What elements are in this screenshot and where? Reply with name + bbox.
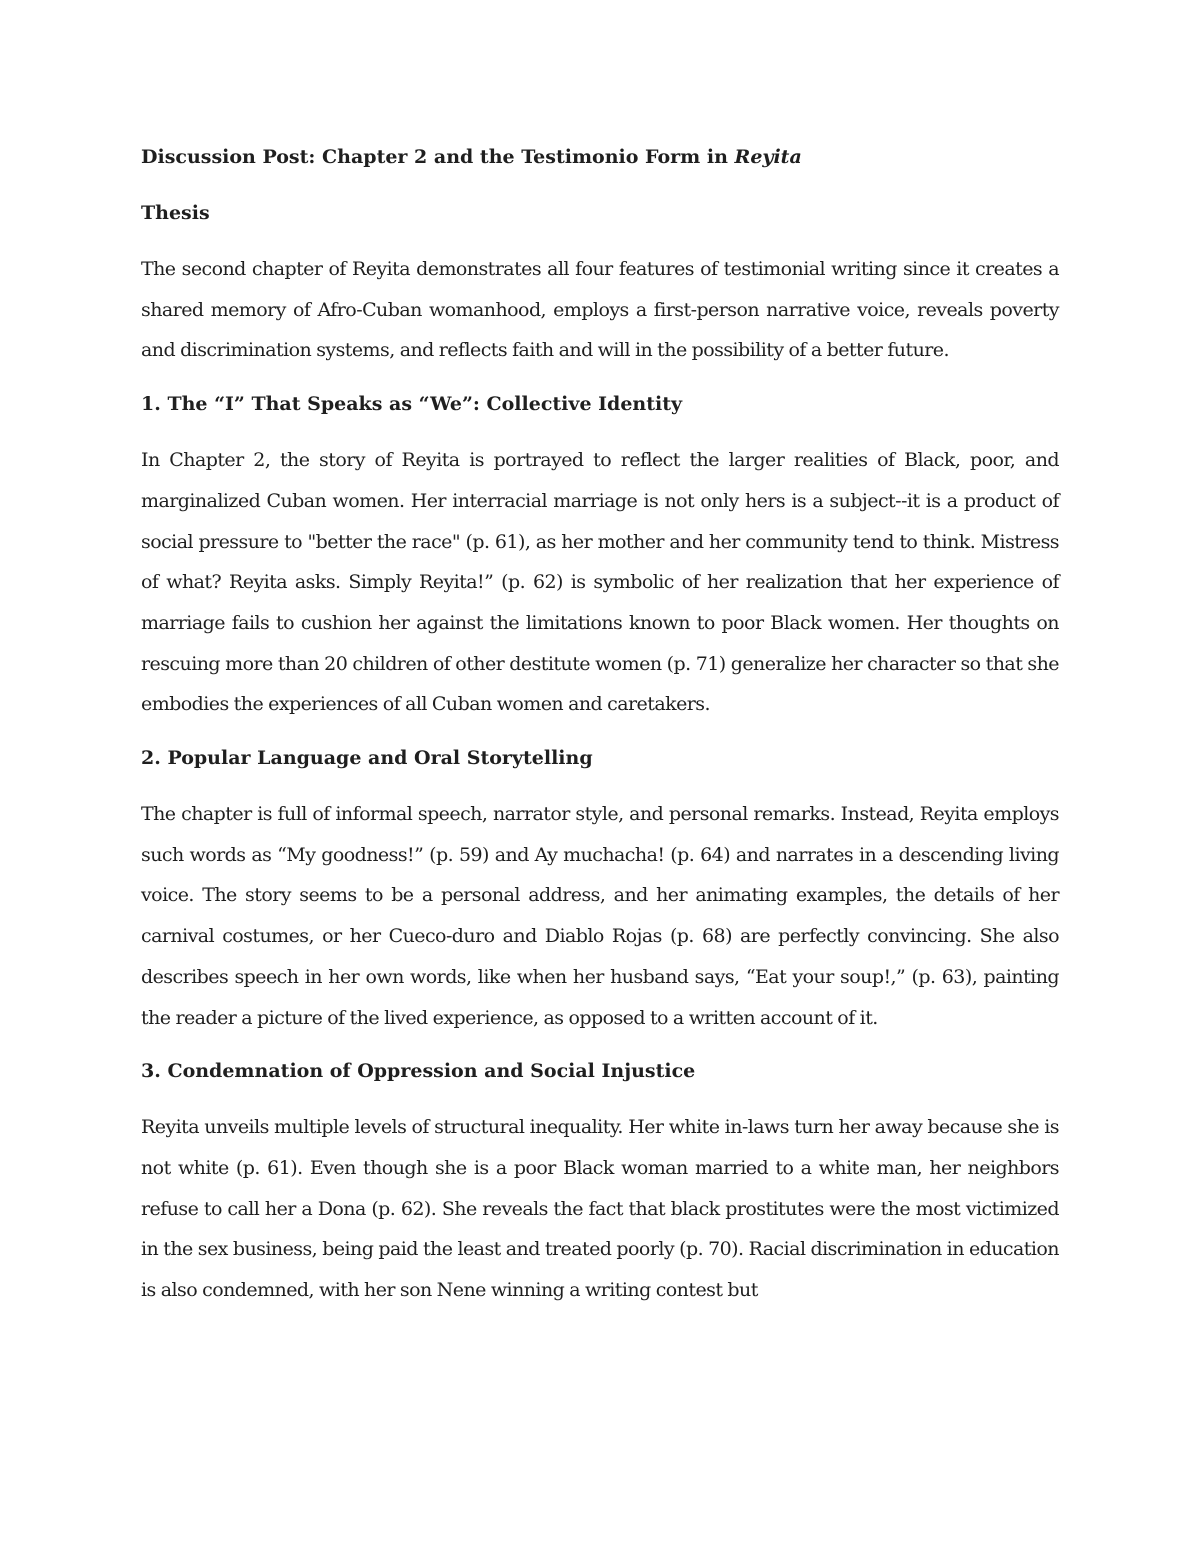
document-page <box>141 140 1059 1311</box>
section-heading-collective-identity: 1. The “I” That Speaks as “We”: Collective Identity <box>141 393 683 416</box>
section-body-social-injustice: Reyita unveils multiple levels of structural inequality. Her white in-laws turn her away because she is not white (p. 61). Even though she is a poor Black woman married to a white man, her neighbors refuse to call her a Dona (p. 62). She reveals the fact that black prostitutes were the most victimized in the sex business, being paid the least and treated poorly (p. 70). Racial discrimination in education is also condemned, with her son Nene winning a writing contest but <box>141 1116 1059 1302</box>
section-body-collective-identity: In Chapter 2, the story of Reyita is portrayed to reflect the larger realities of Black, poor, and marginalized Cuban women. Her interracial marriage is not only hers is a subject--it is a product of social pressure to "better the race" (p. 61), as her mother and her community tend to think. Mistress of what? Reyita asks. Simply Reyita!” (p. 62) is symbolic of her realization that her experience of marriage fails to cushion her against the limitations known to poor Black women. Her thoughts on rescuing more than 20 children of other destitute women (p. 71) generalize her character so that she embodies the experiences of all Cuban women and caretakers. <box>141 449 1059 716</box>
title-text: Discussion Post: Chapter 2 and the Testimonio Form in <box>141 146 735 168</box>
section-heading-social-injustice: 3. Condemnation of Oppression and Social Injustice <box>141 1060 696 1083</box>
section-heading-oral-storytelling: 2. Popular Language and Oral Storytelling <box>141 747 593 770</box>
title-book-name: Reyita <box>734 146 802 168</box>
section-heading-thesis: Thesis <box>141 202 210 224</box>
document-title <box>141 140 1059 175</box>
section-body-thesis: The second chapter of Reyita demonstrates all four features of testimonial writing since it creates a shared memory of Afro-Cuban womanhood, employs a first-person narrative voice, reveals poverty and discrimination systems, and reflects faith and will in the possibility of a better future. <box>141 258 1059 362</box>
section-body-oral-storytelling: The chapter is full of informal speech, narrator style, and personal remarks. Instead, Reyita employs such words as “My goodness!” (p. 59) and Ay muchacha! (p. 64) and narrates in a descending living voice. The story seems to be a personal address, and her animating examples, the details of her carnival costumes, or her Cueco-duro and Diablo Rojas (p. 68) are perfectly convincing. She also describes speech in her own words, like when her husband says, “Eat your soup!,” (p. 63), painting the reader a picture of the lived experience, as opposed to a written account of it. <box>141 803 1059 1029</box>
